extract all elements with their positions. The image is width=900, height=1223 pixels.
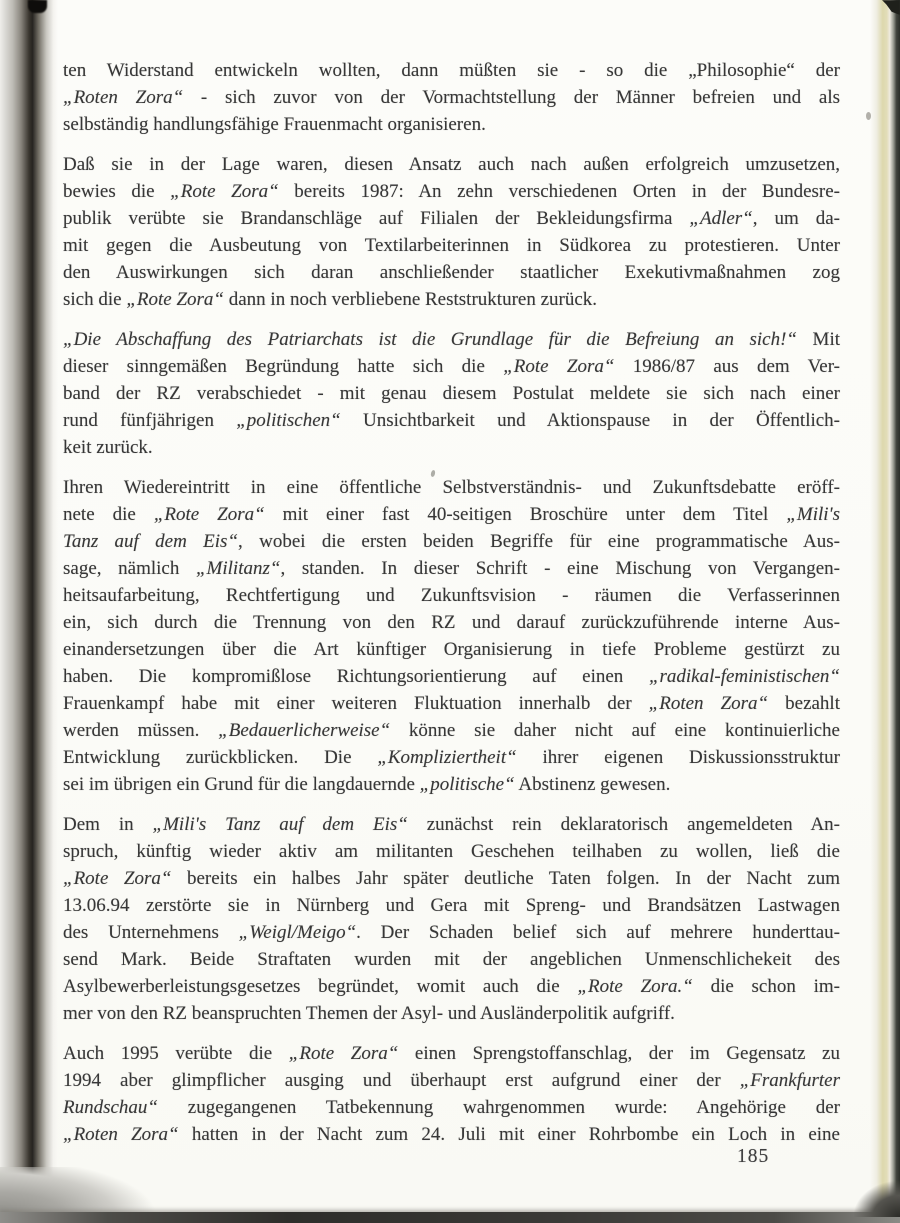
text-segment: 1986/87 aus dem Ver-: [614, 356, 841, 377]
text-segment: werden müssen.: [63, 720, 219, 741]
text-segment: , standen. In dieser Schrift - eine Mischung von Vergangen-: [280, 558, 840, 579]
text-segment: heitsaufarbeitung, Rechtfertigung und Zukunftsvision - räumen die Verfasserinnen: [63, 585, 840, 606]
text-segment: Unsichtbarkeit und Aktionspause in der Öffentlich-: [340, 410, 841, 431]
text-line: [63, 501, 840, 528]
text-segment: bereits ein halbes Jahr später deutliche Taten folgen. In der Nacht zum: [171, 868, 840, 889]
text-line: [63, 434, 840, 461]
text-segment: mit gegen die Ausbeutung von Textilarbeiterinnen in Südkorea zu protestieren. Unter: [63, 235, 840, 256]
text-segment: ihrer eigenen Diskussionsstruktur: [516, 747, 840, 768]
text-segment: dieser sinngemäßen Begründung hatte sich die: [63, 356, 504, 377]
book-binding-shadow: [0, 0, 58, 1223]
text-line: [63, 892, 840, 919]
text-segment: , um da-: [752, 208, 840, 229]
text-segment: sich die: [63, 289, 127, 310]
text-segment: Ihren Wiedereintritt in eine öffentliche Selbstverständnis- und Zukunftsdebatte eröff-: [63, 477, 840, 498]
italic-text-segment: „Militanz“: [195, 558, 281, 579]
text-segment: dann in noch verbliebene Reststrukturen zurück.: [224, 289, 598, 310]
paragraph: [63, 326, 840, 461]
text-line: [63, 946, 840, 973]
italic-text-segment: „Frankfurter: [739, 1070, 840, 1091]
text-line: [63, 865, 840, 892]
text-line: [63, 1067, 840, 1094]
italic-text-segment: „politischen“: [236, 410, 341, 431]
text-segment: Auch 1995 verübte die: [63, 1043, 289, 1064]
scan-artifact-top-left: [28, 0, 47, 13]
paragraph: [63, 1040, 840, 1148]
text-segment: Frauenkampf habe mit einer weiteren Fluktuation innerhalb der: [63, 693, 649, 714]
italic-text-segment: „Rote Zora“: [288, 1043, 399, 1064]
text-segment: nete die: [63, 504, 154, 525]
text-line: [63, 636, 840, 663]
scan-artifact-bottom-right: [854, 1181, 900, 1217]
paragraph: [63, 474, 840, 798]
text-segment: rund fünfjährigen: [63, 410, 237, 431]
text-segment: . Der Schaden belief sich auf mehrere hunderttau-: [356, 922, 840, 943]
text-line: [63, 353, 840, 380]
text-segment: einandersetzungen über die Art künftiger Organisierung in tiefe Probleme gestürzt zu: [63, 639, 840, 660]
italic-text-segment: „Mili's: [786, 504, 841, 525]
text-line: [63, 1000, 840, 1027]
text-line: [63, 717, 840, 744]
italic-text-segment: „Kompliziertheit“: [377, 747, 517, 768]
text-line: [63, 326, 840, 353]
text-segment: einen Sprengstoffanschlag, der im Gegensatz zu: [398, 1043, 840, 1064]
text-segment: die schon im-: [692, 976, 840, 997]
text-line: [63, 178, 840, 205]
page-curl-shadow: [0, 1167, 195, 1215]
italic-text-segment: „radikal-feministischen“: [648, 666, 840, 687]
text-segment: - sich zuvor von der Vormachtstellung der Männer befreien und als: [183, 87, 840, 108]
text-line: [63, 1121, 840, 1148]
text-segment: mit einer fast 40-seitigen Broschüre unter dem Titel: [264, 504, 787, 525]
text-line: [63, 151, 840, 178]
text-segment: könne sie daher nicht auf eine kontinuierliche: [390, 720, 840, 741]
text-segment: spruch, künftig wieder aktiv am militanten Geschehen teilhaben zu wollen, ließ die: [63, 841, 840, 862]
italic-text-segment: „Rote Zora“: [126, 289, 224, 310]
text-line: [63, 609, 840, 636]
paragraph: [63, 151, 840, 313]
text-segment: 13.06.94 zerstörte sie in Nürnberg und Gera mit Spreng- und Brandsätzen Lastwagen: [63, 895, 840, 916]
text-line: [63, 690, 840, 717]
text-line: [63, 407, 840, 434]
text-line: [63, 474, 840, 501]
text-segment: Daß sie in der Lage waren, diesen Ansatz auch nach außen erfolgreich umzusetzen,: [63, 154, 840, 175]
text-line: [63, 744, 840, 771]
italic-text-segment: „Die Abschaffung des Patriarchats ist die Grundlage für die Befreiung an sich!“: [63, 329, 797, 350]
text-segment: band der RZ verabschiedet - mit genau diesem Postulat meldete sie sich nach einer: [63, 383, 840, 404]
italic-text-segment: „Roten Zora“: [648, 693, 769, 714]
italic-text-segment: „Adler“: [689, 208, 753, 229]
text-segment: ein, sich durch die Trennung von den RZ und darauf zurückzuführende interne Aus-: [63, 612, 840, 633]
text-segment: mer von den RZ beanspruchten Themen der Asyl- und Ausländerpolitik aufgriff.: [63, 1003, 675, 1024]
text-segment: selbständig handlungsfähige Frauenmacht organisieren.: [63, 114, 486, 135]
text-line: [63, 528, 840, 555]
italic-text-segment: „Roten Zora“: [63, 1124, 179, 1145]
text-line: [63, 555, 840, 582]
text-line: [63, 1040, 840, 1067]
text-line: [63, 84, 840, 111]
text-line: [63, 582, 840, 609]
paragraph: [63, 57, 840, 138]
text-segment: ten Widerstand entwickeln wollten, dann müßten sie - so die „Philosophie“ der: [63, 60, 840, 81]
text-segment: sei im übrigen ein Grund für die langdauernde: [63, 774, 420, 795]
text-segment: sage, nämlich: [63, 558, 196, 579]
text-segment: send Mark. Beide Straftaten wurden mit der angeblichen Unmenschlichekeit des: [63, 949, 840, 970]
text-segment: bereits 1987: An zehn verschiedenen Orten in der Bundesre-: [278, 181, 840, 202]
text-segment: haben. Die kompromißlose Richtungsorientierung auf einen: [63, 666, 649, 687]
text-line: [63, 380, 840, 407]
italic-text-segment: Rundschau“: [63, 1097, 158, 1118]
text-line: [63, 838, 840, 865]
italic-text-segment: „Roten Zora“: [63, 87, 184, 108]
text-line: [63, 811, 840, 838]
text-line: [63, 663, 840, 690]
text-segment: Dem in: [63, 814, 153, 835]
text-line: [63, 1094, 840, 1121]
italic-text-segment: „Rote Zora.“: [577, 976, 693, 997]
text-segment: , wobei die ersten beiden Begriffe für eine programmatische Aus-: [238, 531, 841, 552]
italic-text-segment: „politische“: [419, 774, 515, 795]
italic-text-segment: „Mili's Tanz auf dem Eis“: [152, 814, 408, 835]
text-line: [63, 205, 840, 232]
text-segment: Asylbewerberleistungsgesetzes begründet, womit auch die: [63, 976, 578, 997]
text-segment: 1994 aber glimpflicher ausging und überhaupt erst aufgrund einer der: [63, 1070, 740, 1091]
italic-text-segment: „Bedauerlicherweise“: [218, 720, 391, 741]
page-edge-strip: [870, 0, 900, 1223]
text-segment: zugegangenen Tatbekennung wahrgenommen wurde: Angehörige der: [158, 1097, 840, 1118]
text-line: [63, 259, 840, 286]
text-segment: hatten in der Nacht zum 24. Juli mit einer Rohrbombe ein Loch in eine: [178, 1124, 840, 1145]
text-line: [63, 286, 840, 313]
italic-text-segment: „Rote Zora“: [503, 356, 615, 377]
text-segment: bewies die: [63, 181, 171, 202]
text-segment: den Auswirkungen sich daran anschließender staatlicher Exekutivmaßnahmen zog: [63, 262, 840, 283]
text-line: [63, 57, 840, 84]
page-text: [63, 57, 840, 1161]
scan-speck: [866, 112, 871, 120]
paragraph: [63, 811, 840, 1027]
text-segment: keit zurück.: [63, 437, 153, 458]
text-segment: des Unternehmens: [63, 922, 239, 943]
italic-text-segment: „Weigl/Meigo“: [238, 922, 357, 943]
text-segment: publik verübte sie Brandanschläge auf Filialen der Bekleidungsfirma: [63, 208, 690, 229]
italic-text-segment: Tanz auf dem Eis“: [63, 531, 239, 552]
text-segment: zunächst rein deklaratorisch angemeldeten An-: [407, 814, 840, 835]
italic-text-segment: „Rote Zora“: [63, 868, 172, 889]
text-segment: Entwicklung zurückblicken. Die: [63, 747, 378, 768]
italic-text-segment: „Rote Zora“: [153, 504, 265, 525]
text-segment: Mit: [797, 329, 841, 350]
text-line: [63, 232, 840, 259]
text-line: [63, 919, 840, 946]
text-line: [63, 771, 840, 798]
text-line: [63, 973, 840, 1000]
page-number: 185: [737, 1146, 770, 1167]
italic-text-segment: „Rote Zora“: [170, 181, 279, 202]
text-line: [63, 111, 840, 138]
text-segment: Abstinenz gewesen.: [514, 774, 671, 795]
scanner-bottom-band: [0, 1212, 900, 1223]
text-segment: bezahlt: [768, 693, 840, 714]
